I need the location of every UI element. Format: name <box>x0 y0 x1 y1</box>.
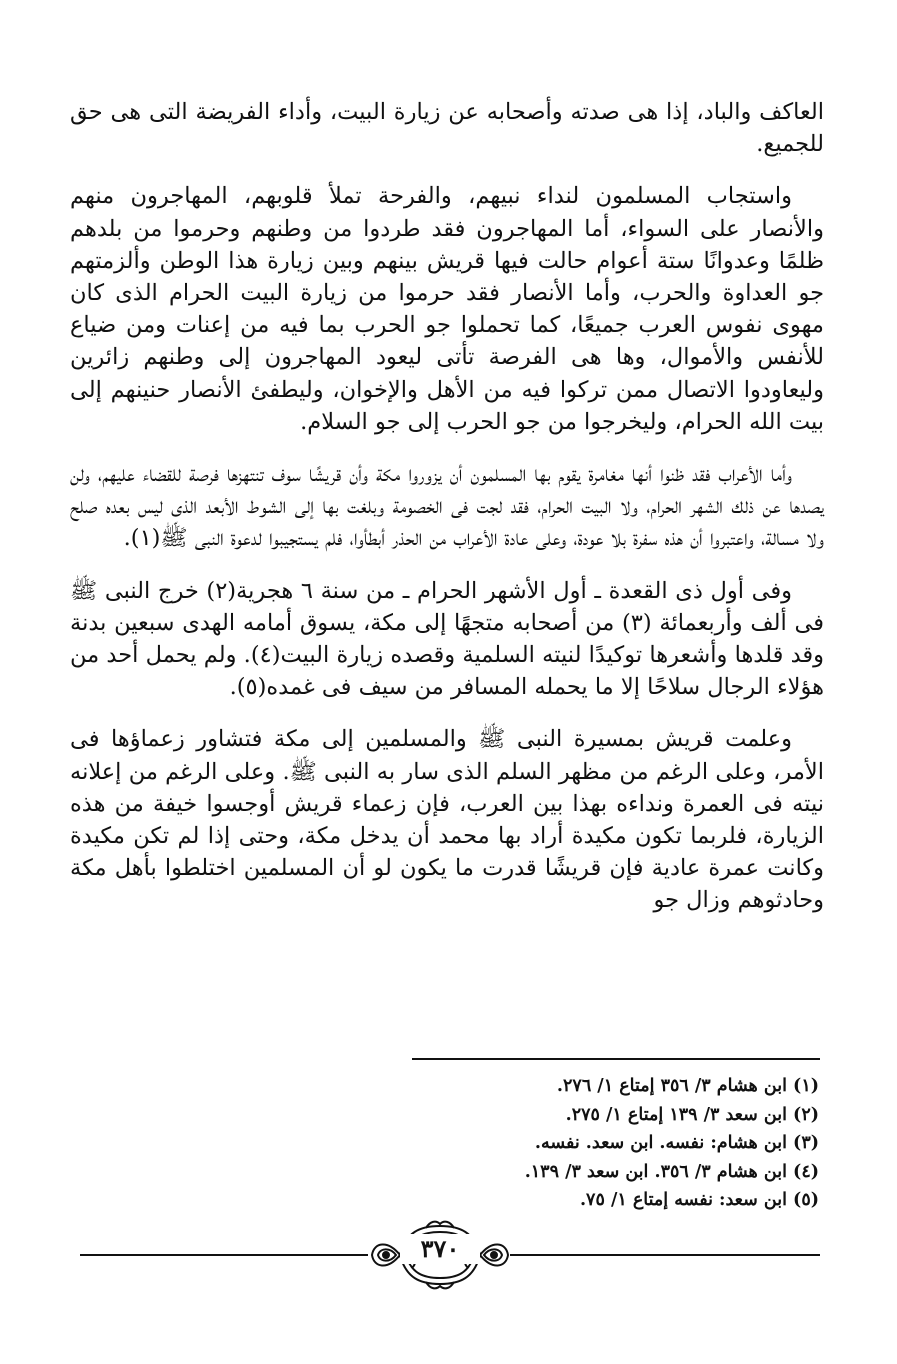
paragraph-5: وعلمت قريش بمسيرة النبى ﷺ والمسلمين إلى مكة فتشاور زعماؤها فى الأمر، وعلى الرغم من مظهر السلم الذى سار به النبى ﷺ. وعلى الرغم من إعلانه نيته فى العمرة ونداءه بهذا بين العرب، فإن زعماء قريش أوجسوا خيفة من هذه الزيارة، فلربما تكون مكيدة أراد بها محمد أن يدخل مكة، وحتى إذا لم تكن مكيدة وكانت عمرة عادية فإن قريشًا قدرت ما يكون لو أن المسلمين اختلطوا بأهل مكة وحادثوهم وزال جو <box>70 726 824 914</box>
paragraph-3: وأما الأعراب فقد ظنوا أنها مغامرة يقوم بها المسلمون أن يزوروا مكة وأن قريشًا سوف تنتهزها فرصة للقضاء عليهم، ولن يصدها عن ذلك الشهر الحرام، ولا البيت الحرام، فقد لجت فى الخصومة وبلغت بها إلى الشوط الأبعد الذى ليس بعده صلح ولا مسالة، واعتبروا أن هذه سفرة بلا عودة، وعلى عادة الأعراب من الحذر أبطأوا، فلم يستجيبوا لدعوة النبى ﷺ(١). <box>70 461 824 552</box>
footnote-2: (٢) ابن سعد ٣/ ١٣٩ إمتاع ١/ ٢٧٥. <box>565 1104 819 1125</box>
footnotes <box>119 1072 819 1215</box>
footnote-5: (٥) ابن سعد: نفسه إمتاع ١/ ٧٥. <box>579 1190 819 1211</box>
main-text <box>70 96 824 937</box>
page-number: ٣٧٠ <box>400 1234 480 1264</box>
paragraph-1: العاكف والباد، إذا هى صدته وأصحابه عن زيارة البيت، وأداء الفريضة التى هى حق للجميع. <box>70 99 824 158</box>
footnote-3: (٣) ابن هشام: نفسه. ابن سعد. نفسه. <box>534 1133 819 1154</box>
footnote-4: (٤) ابن هشام ٣/ ٣٥٦. ابن سعد ٣/ ١٣٩. <box>524 1161 819 1182</box>
bottom-rule-left <box>80 1254 368 1256</box>
footnote-1: (١) ابن هشام ٣/ ٣٥٦ إمتاع ١/ ٢٧٦. <box>556 1076 819 1096</box>
bottom-rule-right <box>510 1254 820 1256</box>
paragraph-2: واستجاب المسلمون لنداء نبيهم، والفرحة تملأ قلوبهم، المهاجرون منهم والأنصار على السواء، أما المهاجرون فقد طردوا من وطنهم وحرموا من بلدهم ظلمًا وعدوانًا ستة أعوام حالت فيها قريش بينهم وبين زيارة هذا الوطن وألزمتهم جو العداوة والحرب، وأما الأنصار فقد حرموا من زيارة البيت الحرام الذى كان مهوى نفوس العرب جميعًا، كما تحملوا جو الحرب بما فيه من إعنات ومن ضياع للأنفس والأموال، وها هى الفرصة تأتى ليعود المهاجرون إلى وطنهم زائرين وليعاودوا الاتصال ممن تركوا فيه من الأهل والإخوان، وليطفئ الأنصار حنينهم إلى بيت الله الحرام، وليخرجوا من جو الحرب إلى جو السلام. <box>70 183 824 435</box>
footnote-separator <box>412 1058 820 1060</box>
paragraph-4: وفى أول ذى القعدة ـ أول الأشهر الحرام ـ من سنة ٦ هجرية(٢) خرج النبى ﷺ فى ألف وأربعمائة (٣) من أصحابه متجهًا إلى مكة، يسوق أمامه الهدى سبعين بدنة وقد قلدها وأشعرها توكيدًا لنيته السلمية وقصده زيارة البيت(٤). ولم يحمل أحد من هؤلاء الرجال سلاحًا إلا ما يحمله المسافر من سيف فى غمده(٥). <box>70 577 825 701</box>
